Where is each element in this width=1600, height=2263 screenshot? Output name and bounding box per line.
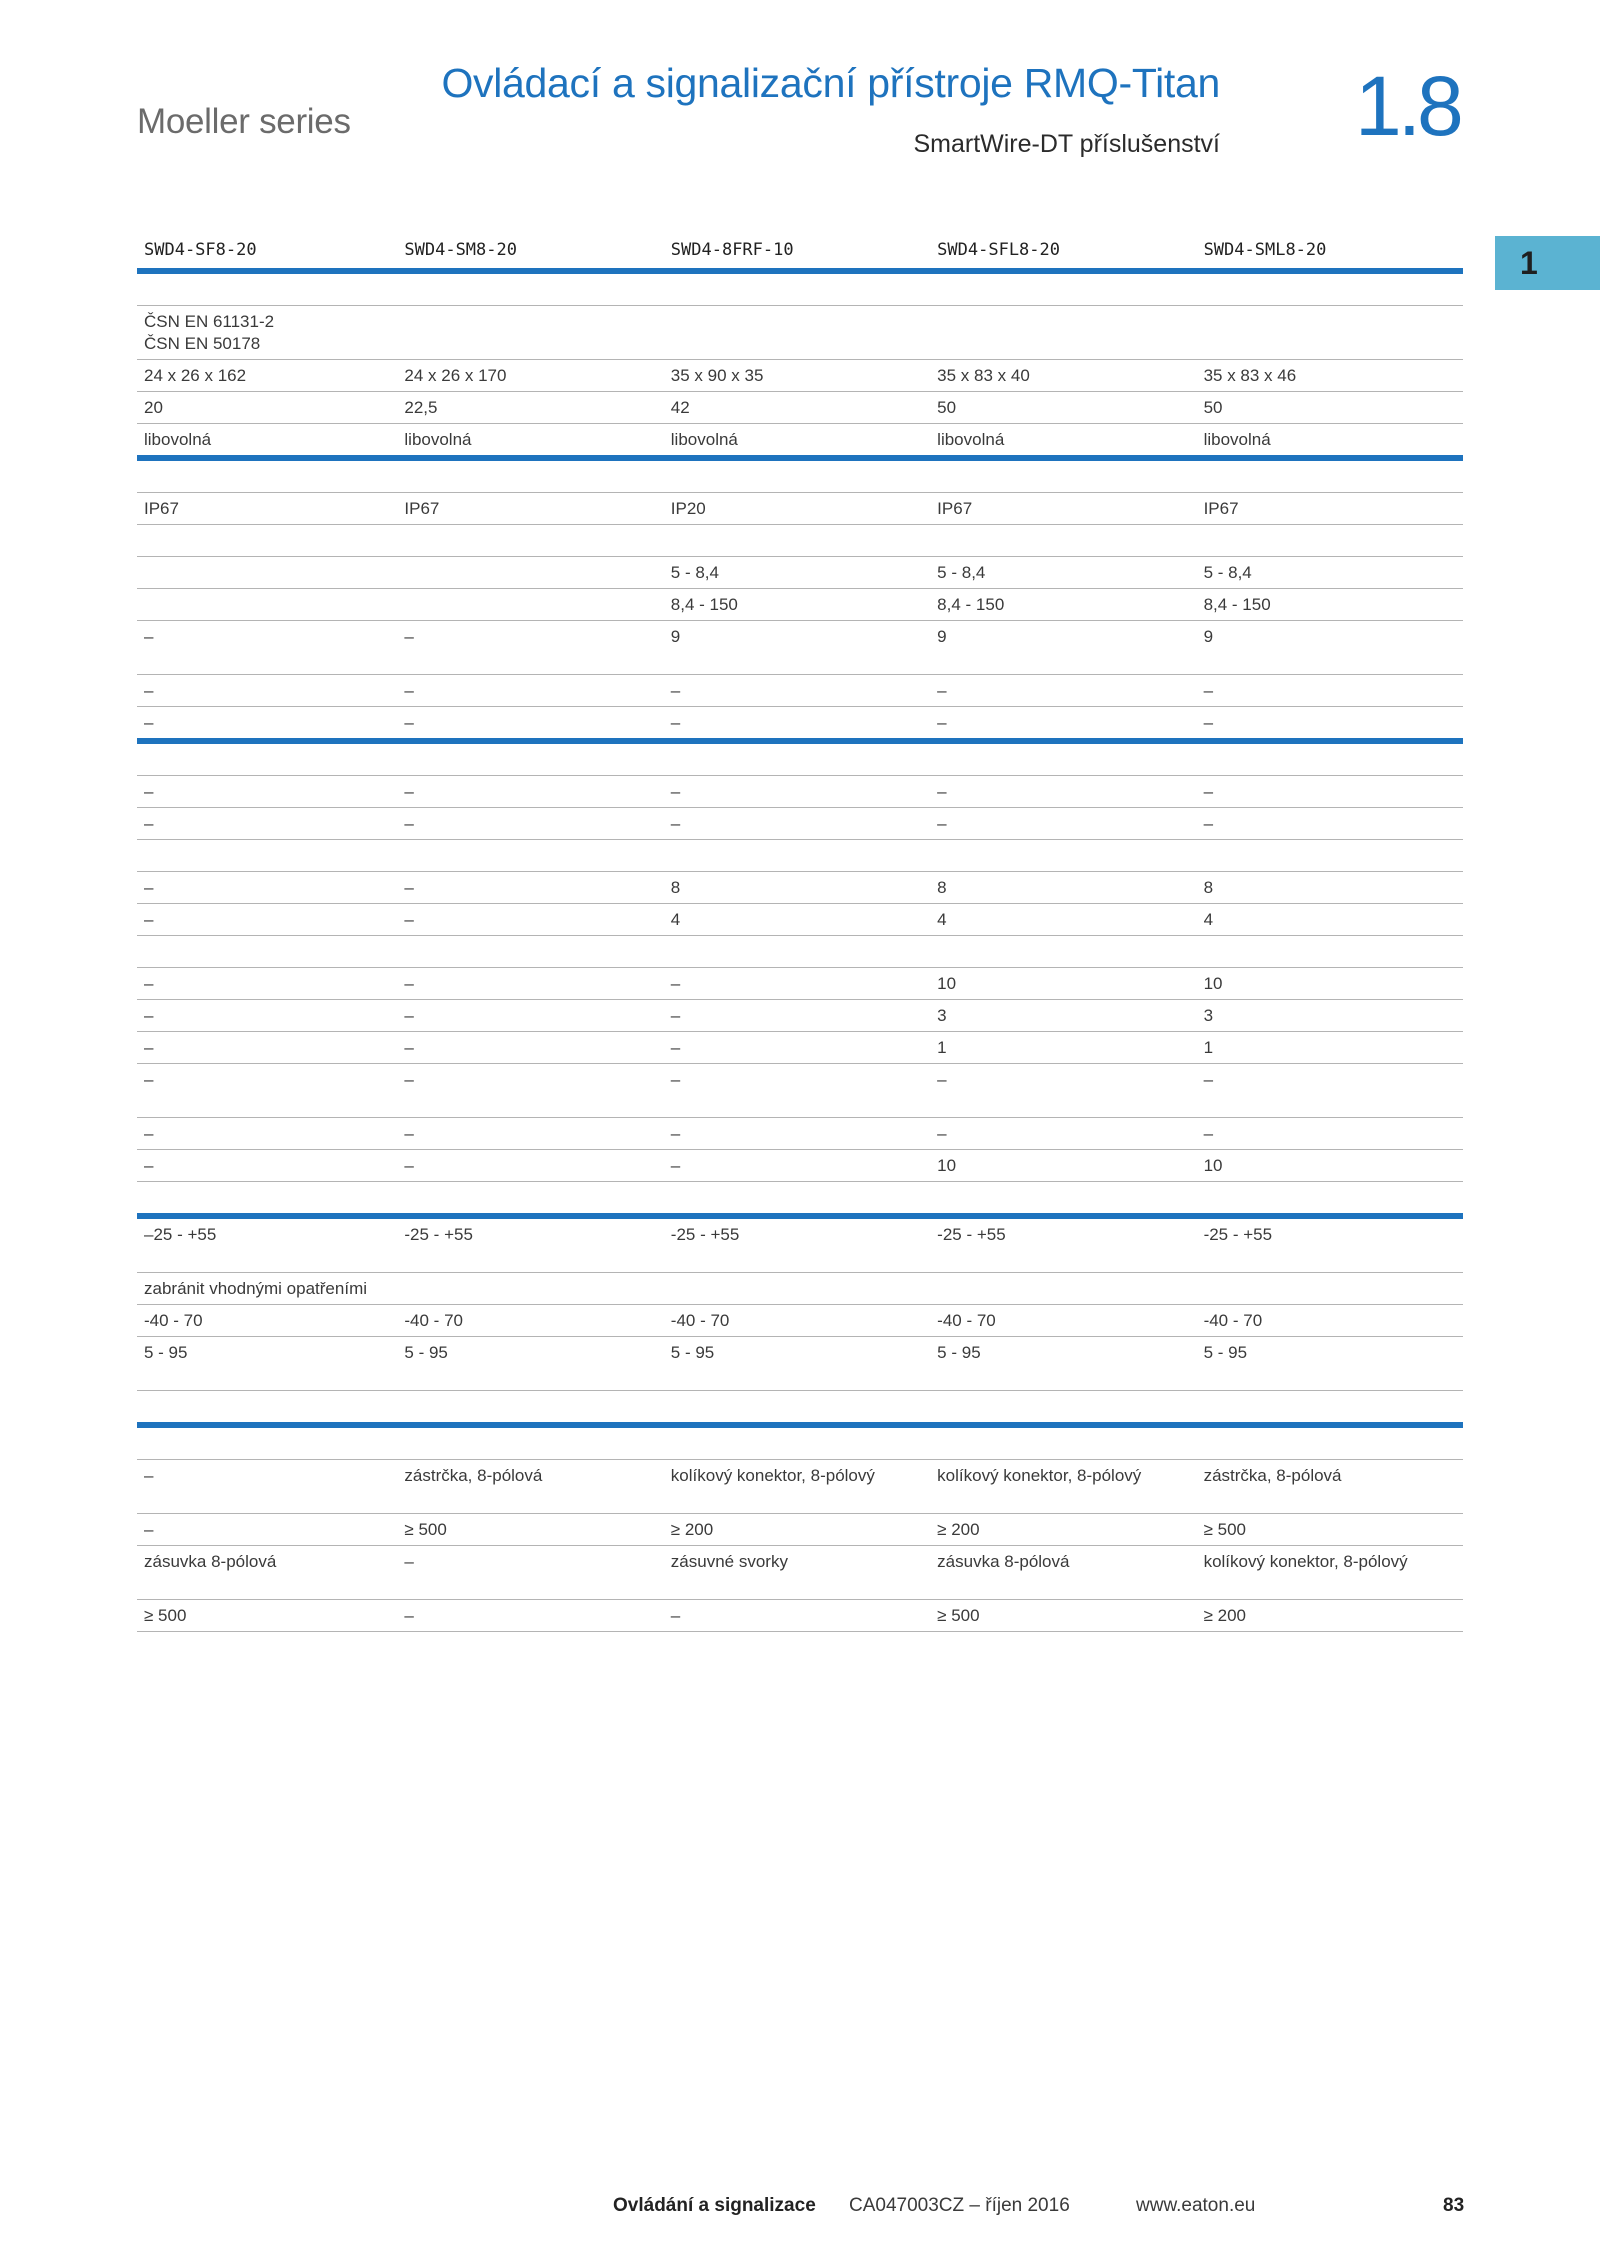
table-header-row bbox=[137, 232, 1463, 271]
table-row bbox=[137, 776, 1463, 808]
table-row bbox=[137, 1216, 1463, 1273]
table-cell: – bbox=[397, 776, 663, 808]
table-cell: -40 - 70 bbox=[397, 1305, 663, 1337]
table-cell: – bbox=[397, 904, 663, 936]
table-cell: zabránit vhodnými opatřeními bbox=[137, 1273, 397, 1305]
table-cell: – bbox=[137, 621, 397, 675]
table-cell bbox=[664, 525, 930, 557]
table-body bbox=[137, 271, 1463, 1632]
table-row bbox=[137, 392, 1463, 424]
table-cell: – bbox=[930, 1118, 1196, 1150]
table-cell: – bbox=[1197, 675, 1463, 707]
table-cell: 8 bbox=[930, 872, 1196, 904]
table-cell bbox=[137, 271, 397, 306]
table-cell: 5 - 8,4 bbox=[1197, 557, 1463, 589]
table-cell: ≥ 500 bbox=[1197, 1514, 1463, 1546]
table-cell: – bbox=[397, 1032, 663, 1064]
table-cell: 4 bbox=[664, 904, 930, 936]
table-cell: – bbox=[137, 1118, 397, 1150]
table-cell: – bbox=[930, 776, 1196, 808]
table-cell bbox=[397, 1273, 663, 1305]
table-cell: zásuvka 8-pólová bbox=[137, 1546, 397, 1600]
table-row bbox=[137, 1337, 1463, 1391]
table-cell: 4 bbox=[1197, 904, 1463, 936]
table-cell: – bbox=[397, 872, 663, 904]
table-cell: -40 - 70 bbox=[1197, 1305, 1463, 1337]
table-cell: 8,4 - 150 bbox=[1197, 589, 1463, 621]
table-cell: ≥ 500 bbox=[397, 1514, 663, 1546]
table-cell bbox=[930, 271, 1196, 306]
table-row bbox=[137, 424, 1463, 459]
table-cell bbox=[1197, 306, 1463, 360]
table-row bbox=[137, 1460, 1463, 1514]
table-cell: – bbox=[137, 1150, 397, 1182]
table-cell: – bbox=[664, 808, 930, 840]
table-cell bbox=[397, 1182, 663, 1217]
table-cell: -25 - +55 bbox=[930, 1216, 1196, 1273]
table-cell: 24 x 26 x 162 bbox=[137, 360, 397, 392]
table-cell: IP67 bbox=[137, 493, 397, 525]
table-cell: ≥ 200 bbox=[930, 1514, 1196, 1546]
table-cell: – bbox=[930, 808, 1196, 840]
table-cell: 3 bbox=[930, 1000, 1196, 1032]
table-cell: – bbox=[1197, 808, 1463, 840]
chapter-tab: 1 bbox=[1495, 236, 1600, 290]
table-cell: IP20 bbox=[664, 493, 930, 525]
table-cell: -25 - +55 bbox=[664, 1216, 930, 1273]
table-cell: – bbox=[137, 1032, 397, 1064]
table-cell bbox=[1197, 1273, 1463, 1305]
table-cell bbox=[930, 525, 1196, 557]
table-cell: – bbox=[137, 904, 397, 936]
table-row bbox=[137, 1305, 1463, 1337]
table-cell: – bbox=[137, 1460, 397, 1514]
footer-catalog: CA047003CZ – říjen 2016 bbox=[849, 2195, 1070, 2216]
table-cell: – bbox=[397, 808, 663, 840]
table-cell: – bbox=[664, 1032, 930, 1064]
table-cell: 35 x 83 x 40 bbox=[930, 360, 1196, 392]
table-row bbox=[137, 306, 1463, 360]
table-cell: 22,5 bbox=[397, 392, 663, 424]
table-row bbox=[137, 458, 1463, 493]
table-cell bbox=[664, 458, 930, 493]
table-row bbox=[137, 1514, 1463, 1546]
table-cell: – bbox=[397, 1600, 663, 1632]
table-row bbox=[137, 1118, 1463, 1150]
table-cell: – bbox=[930, 707, 1196, 742]
table-cell: IP67 bbox=[1197, 493, 1463, 525]
table-cell: 1 bbox=[930, 1032, 1196, 1064]
table-cell bbox=[397, 306, 663, 360]
table-cell: – bbox=[137, 1064, 397, 1118]
table-cell: -40 - 70 bbox=[137, 1305, 397, 1337]
table-cell: zástrčka, 8-pólová bbox=[1197, 1460, 1463, 1514]
table-cell: – bbox=[397, 1118, 663, 1150]
table-cell: 5 - 8,4 bbox=[930, 557, 1196, 589]
table-cell: kolíkový konektor, 8-pólový bbox=[664, 1460, 930, 1514]
table-cell bbox=[1197, 936, 1463, 968]
table-cell: libovolná bbox=[930, 424, 1196, 459]
section-number: 1.8 bbox=[1355, 59, 1460, 153]
table-row bbox=[137, 493, 1463, 525]
table-cell: – bbox=[1197, 707, 1463, 742]
table-cell bbox=[397, 458, 663, 493]
table-cell: – bbox=[137, 1514, 397, 1546]
table-cell bbox=[1197, 525, 1463, 557]
table-cell: 5 - 8,4 bbox=[664, 557, 930, 589]
table-cell: kolíkový konektor, 8-pólový bbox=[930, 1460, 1196, 1514]
table-cell bbox=[930, 840, 1196, 872]
table-cell: – bbox=[930, 675, 1196, 707]
table-cell: – bbox=[137, 808, 397, 840]
table-row bbox=[137, 872, 1463, 904]
table-cell: IP67 bbox=[397, 493, 663, 525]
table-cell bbox=[1197, 840, 1463, 872]
table-cell: 42 bbox=[664, 392, 930, 424]
table-cell bbox=[397, 741, 663, 776]
table-cell: – bbox=[664, 675, 930, 707]
table-cell bbox=[664, 1391, 930, 1426]
table-cell: 5 - 95 bbox=[1197, 1337, 1463, 1391]
table-row bbox=[137, 1546, 1463, 1600]
table-cell: –25 - +55 bbox=[137, 1216, 397, 1273]
table-row bbox=[137, 1425, 1463, 1460]
page-title: Ovládací a signalizační přístroje RMQ-Titan bbox=[441, 60, 1220, 106]
table-cell bbox=[930, 458, 1196, 493]
table-cell bbox=[397, 557, 663, 589]
table-cell bbox=[137, 1425, 397, 1460]
table-cell bbox=[664, 1182, 930, 1217]
table-cell bbox=[1197, 741, 1463, 776]
page-subtitle: SmartWire-DT příslušenství bbox=[913, 130, 1220, 158]
table-cell: 50 bbox=[1197, 392, 1463, 424]
table-cell bbox=[137, 525, 397, 557]
table-row bbox=[137, 1032, 1463, 1064]
table-cell bbox=[397, 936, 663, 968]
table-cell: -40 - 70 bbox=[930, 1305, 1196, 1337]
table-row bbox=[137, 1391, 1463, 1426]
table-row bbox=[137, 621, 1463, 675]
table-cell bbox=[664, 840, 930, 872]
table-row bbox=[137, 968, 1463, 1000]
table-cell: – bbox=[137, 707, 397, 742]
table-cell: – bbox=[1197, 776, 1463, 808]
table-cell: 8 bbox=[664, 872, 930, 904]
table-cell: – bbox=[930, 1064, 1196, 1118]
table-cell: ≥ 200 bbox=[1197, 1600, 1463, 1632]
table-cell: 10 bbox=[1197, 968, 1463, 1000]
table-cell: ČSN EN 61131-2 ČSN EN 50178 bbox=[137, 306, 397, 360]
footer-page-number: 83 bbox=[1443, 2195, 1465, 2216]
table-cell bbox=[930, 1273, 1196, 1305]
table-row bbox=[137, 936, 1463, 968]
table-cell: libovolná bbox=[137, 424, 397, 459]
table-cell: ≥ 500 bbox=[137, 1600, 397, 1632]
table-cell bbox=[1197, 1425, 1463, 1460]
table-cell: – bbox=[1197, 1064, 1463, 1118]
table-cell bbox=[930, 1425, 1196, 1460]
table-cell bbox=[1197, 1391, 1463, 1426]
table-cell: 9 bbox=[930, 621, 1196, 675]
table-cell bbox=[930, 306, 1196, 360]
table-cell: – bbox=[397, 621, 663, 675]
table-cell: 10 bbox=[1197, 1150, 1463, 1182]
table-cell bbox=[137, 1391, 397, 1426]
table-row bbox=[137, 1000, 1463, 1032]
table-cell: – bbox=[137, 968, 397, 1000]
table-row bbox=[137, 707, 1463, 742]
table-cell bbox=[137, 840, 397, 872]
table-cell: – bbox=[397, 675, 663, 707]
table-row bbox=[137, 525, 1463, 557]
table-cell bbox=[664, 936, 930, 968]
table-row bbox=[137, 557, 1463, 589]
table-cell bbox=[137, 589, 397, 621]
table-cell: 5 - 95 bbox=[930, 1337, 1196, 1391]
table-cell: -40 - 70 bbox=[664, 1305, 930, 1337]
table-cell: – bbox=[664, 1064, 930, 1118]
table-cell bbox=[397, 840, 663, 872]
table-row bbox=[137, 675, 1463, 707]
table-cell bbox=[397, 589, 663, 621]
table-cell: -25 - +55 bbox=[397, 1216, 663, 1273]
table-cell: libovolná bbox=[397, 424, 663, 459]
table-row bbox=[137, 840, 1463, 872]
table-cell bbox=[397, 1425, 663, 1460]
table-cell: 5 - 95 bbox=[664, 1337, 930, 1391]
table-row bbox=[137, 1150, 1463, 1182]
table-cell bbox=[1197, 458, 1463, 493]
table-cell: ≥ 500 bbox=[930, 1600, 1196, 1632]
table-cell: 8,4 - 150 bbox=[930, 589, 1196, 621]
table-cell bbox=[137, 557, 397, 589]
table-row bbox=[137, 808, 1463, 840]
table-cell: – bbox=[664, 968, 930, 1000]
table-cell bbox=[137, 1182, 397, 1217]
table-cell: – bbox=[397, 1546, 663, 1600]
table-row bbox=[137, 1182, 1463, 1217]
table-cell bbox=[137, 936, 397, 968]
table-cell: – bbox=[397, 1000, 663, 1032]
table-cell: zásuvné svorky bbox=[664, 1546, 930, 1600]
table-cell: 10 bbox=[930, 1150, 1196, 1182]
table-cell bbox=[397, 271, 663, 306]
table-cell: kolíkový konektor, 8-pólový bbox=[1197, 1546, 1463, 1600]
table-cell: ≥ 200 bbox=[664, 1514, 930, 1546]
table-cell: – bbox=[397, 1150, 663, 1182]
table-cell: – bbox=[664, 1000, 930, 1032]
table-cell: 9 bbox=[664, 621, 930, 675]
table-cell: 10 bbox=[930, 968, 1196, 1000]
table-cell: -25 - +55 bbox=[1197, 1216, 1463, 1273]
column-header: SWD4-SF8-20 bbox=[137, 232, 397, 271]
table-cell bbox=[137, 741, 397, 776]
table-cell: 5 - 95 bbox=[137, 1337, 397, 1391]
table-cell: 3 bbox=[1197, 1000, 1463, 1032]
table-cell: – bbox=[664, 707, 930, 742]
table-cell: – bbox=[397, 1064, 663, 1118]
spec-table bbox=[137, 232, 1463, 1632]
table-row bbox=[137, 741, 1463, 776]
table-cell bbox=[930, 1391, 1196, 1426]
table-row bbox=[137, 1600, 1463, 1632]
table-row bbox=[137, 1273, 1463, 1305]
table-row bbox=[137, 589, 1463, 621]
table-cell: zástrčka, 8-pólová bbox=[397, 1460, 663, 1514]
table-cell: – bbox=[664, 776, 930, 808]
table-cell bbox=[397, 1391, 663, 1426]
series-name: Moeller series bbox=[137, 102, 351, 141]
table-cell bbox=[930, 936, 1196, 968]
table-cell: 4 bbox=[930, 904, 1196, 936]
table-cell bbox=[397, 525, 663, 557]
table-cell bbox=[664, 1425, 930, 1460]
column-header: SWD4-SML8-20 bbox=[1197, 232, 1463, 271]
table-cell: 20 bbox=[137, 392, 397, 424]
table-cell: 35 x 83 x 46 bbox=[1197, 360, 1463, 392]
table-cell: libovolná bbox=[664, 424, 930, 459]
column-header: SWD4-SM8-20 bbox=[397, 232, 663, 271]
table-cell: – bbox=[137, 872, 397, 904]
table-cell bbox=[664, 1273, 930, 1305]
table-cell bbox=[664, 271, 930, 306]
column-header: SWD4-SFL8-20 bbox=[930, 232, 1196, 271]
table-cell: 24 x 26 x 170 bbox=[397, 360, 663, 392]
table-cell: 5 - 95 bbox=[397, 1337, 663, 1391]
table-cell bbox=[930, 741, 1196, 776]
table-cell: libovolná bbox=[1197, 424, 1463, 459]
table-row bbox=[137, 360, 1463, 392]
column-header: SWD4-8FRF-10 bbox=[664, 232, 930, 271]
table-row bbox=[137, 904, 1463, 936]
table-cell: – bbox=[137, 1000, 397, 1032]
table-cell: 8,4 - 150 bbox=[664, 589, 930, 621]
table-cell: zásuvka 8-pólová bbox=[930, 1546, 1196, 1600]
table-cell bbox=[1197, 1182, 1463, 1217]
table-cell: – bbox=[664, 1150, 930, 1182]
table-row bbox=[137, 271, 1463, 306]
table-cell bbox=[137, 458, 397, 493]
table-cell: – bbox=[664, 1600, 930, 1632]
footer-section-name: Ovládání a signalizace bbox=[613, 2195, 816, 2216]
table-cell: 8 bbox=[1197, 872, 1463, 904]
table-cell bbox=[1197, 271, 1463, 306]
table-cell: – bbox=[664, 1118, 930, 1150]
table-cell: 1 bbox=[1197, 1032, 1463, 1064]
table-cell: – bbox=[137, 776, 397, 808]
table-cell: 9 bbox=[1197, 621, 1463, 675]
table-cell: – bbox=[397, 707, 663, 742]
table-cell bbox=[664, 306, 930, 360]
table-cell: – bbox=[137, 675, 397, 707]
table-cell bbox=[664, 741, 930, 776]
table-cell: 35 x 90 x 35 bbox=[664, 360, 930, 392]
table-cell bbox=[930, 1182, 1196, 1217]
table-row bbox=[137, 1064, 1463, 1118]
table-cell: IP67 bbox=[930, 493, 1196, 525]
footer-website: www.eaton.eu bbox=[1136, 2195, 1256, 2216]
table-cell: 50 bbox=[930, 392, 1196, 424]
table-cell: – bbox=[1197, 1118, 1463, 1150]
table-cell: – bbox=[397, 968, 663, 1000]
